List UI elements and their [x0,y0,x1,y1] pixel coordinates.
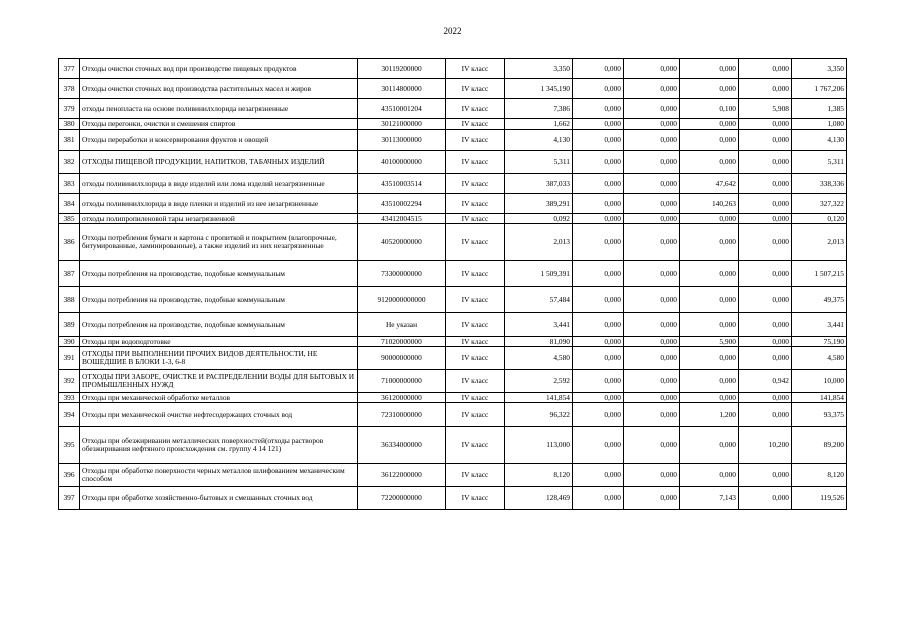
row-number: 381 [59,130,80,151]
value-cell: 0,000 [573,174,624,194]
value-cell: 0,000 [739,487,792,510]
value-cell: 0,000 [680,464,739,487]
value-cell: 8,120 [792,464,847,487]
table-row [59,370,847,393]
value-cell: 389,291 [505,194,573,214]
value-cell: 0,000 [624,99,680,119]
hazard-class: IV класс [446,487,505,510]
value-cell: 0,000 [573,403,624,427]
value-cell: 140,263 [680,194,739,214]
row-number: 397 [59,487,80,510]
value-cell: 1,385 [792,99,847,119]
waste-name: Отходы при водоподготовке [80,337,358,347]
value-cell: 0,000 [680,313,739,337]
value-cell: 75,190 [792,337,847,347]
waste-code: 30113000000 [358,130,446,151]
value-cell: 0,000 [624,151,680,174]
value-cell: 5,900 [680,337,739,347]
hazard-class: IV класс [446,224,505,261]
value-cell: 387,033 [505,174,573,194]
waste-code: 71020000000 [358,337,446,347]
waste-code: 43412004515 [358,214,446,224]
value-cell: 0,000 [680,119,739,130]
value-cell: 0,000 [624,224,680,261]
waste-name: отходы пенопласта на основе поливинилхлорида незагрязненные [80,99,358,119]
value-cell: 1 507,215 [792,261,847,287]
value-cell: 5,908 [739,99,792,119]
waste-code: 90000000000 [358,347,446,370]
row-number: 391 [59,347,80,370]
value-cell: 0,000 [624,130,680,151]
waste-code: 9120000000000 [358,287,446,313]
hazard-class: IV класс [446,403,505,427]
value-cell: 93,375 [792,403,847,427]
value-cell: 7,386 [505,99,573,119]
waste-code: 30121000000 [358,119,446,130]
waste-code: 73300000000 [358,261,446,287]
hazard-class: IV класс [446,427,505,464]
row-number: 379 [59,99,80,119]
value-cell: 0,000 [739,79,792,99]
value-cell: 0,000 [739,119,792,130]
hazard-class: IV класс [446,194,505,214]
row-number: 382 [59,151,80,174]
value-cell: 0,000 [680,393,739,403]
value-cell: 0,000 [624,487,680,510]
value-cell: 0,000 [739,393,792,403]
hazard-class: IV класс [446,99,505,119]
table-row [59,337,847,347]
value-cell: 0,000 [739,194,792,214]
hazard-class: IV класс [446,130,505,151]
waste-name: Отходы при обработке хозяйственно-бытовых и смешанных сточных вод [80,487,358,510]
table-row [59,214,847,224]
value-cell: 0,000 [680,151,739,174]
value-cell: 0,000 [573,79,624,99]
page-number: 2022 [443,26,462,36]
value-cell: 141,854 [505,393,573,403]
value-cell: 0,000 [624,174,680,194]
value-cell: 0,000 [573,261,624,287]
waste-name: ОТХОДЫ ПРИ ВЫПОЛНЕНИИ ПРОЧИХ ВИДОВ ДЕЯТЕЛЬНОСТИ, НЕ ВОШЕДШИЕ В БЛОКИ 1-3, 6-8 [80,347,358,370]
row-number: 377 [59,59,80,79]
table-row [59,487,847,510]
value-cell: 0,000 [739,130,792,151]
hazard-class: IV класс [446,347,505,370]
value-cell: 141,854 [792,393,847,403]
value-cell: 10,000 [792,370,847,393]
hazard-class: IV класс [446,119,505,130]
waste-code: 43510001204 [358,99,446,119]
waste-name: Отходы перегонки, очистки и смешения спиртов [80,119,358,130]
value-cell: 7,143 [680,487,739,510]
value-cell: 3,350 [505,59,573,79]
value-cell: 0,000 [739,174,792,194]
value-cell: 338,336 [792,174,847,194]
table-row [59,224,847,261]
row-number: 395 [59,427,80,464]
value-cell: 0,000 [624,313,680,337]
waste-code: Не указан [358,313,446,337]
value-cell: 0,000 [573,337,624,347]
table-row [59,287,847,313]
hazard-class: IV класс [446,214,505,224]
value-cell: 0,000 [573,224,624,261]
value-cell: 327,322 [792,194,847,214]
table-row [59,464,847,487]
waste-code: 40100000000 [358,151,446,174]
table-row [59,99,847,119]
hazard-class: IV класс [446,464,505,487]
value-cell: 0,000 [573,214,624,224]
value-cell: 0,100 [680,99,739,119]
value-cell: 4,580 [505,347,573,370]
waste-name: Отходы потребления бумаги и картона с пропиткой и покрытием (влагопрочные, битумированные, ламинированные), а также изделий из них незагрязненные [80,224,358,261]
value-cell: 0,000 [680,130,739,151]
waste-name: Отходы потребления на производстве, подобные коммунальным [80,313,358,337]
waste-code: 43510003514 [358,174,446,194]
waste-code: 30119200000 [358,59,446,79]
value-cell: 128,469 [505,487,573,510]
value-cell: 0,000 [739,313,792,337]
waste-name: отходы поливинилхлорида в виде пленки и изделий из нее незагрязненные [80,194,358,214]
table-row [59,393,847,403]
waste-name: ОТХОДЫ ПРИ ЗАБОРЕ, ОЧИСТКЕ И РАСПРЕДЕЛЕНИИ ВОДЫ ДЛЯ БЫТОВЫХ И ПРОМЫШЛЕННЫХ НУЖД [80,370,358,393]
waste-code: 36120000000 [358,393,446,403]
value-cell: 5,311 [505,151,573,174]
waste-code: 40520000000 [358,224,446,261]
value-cell: 96,322 [505,403,573,427]
value-cell: 0,000 [680,261,739,287]
value-cell: 1 345,190 [505,79,573,99]
hazard-class: IV класс [446,151,505,174]
table-row [59,194,847,214]
value-cell: 113,000 [505,427,573,464]
waste-register-table [58,58,847,510]
value-cell: 0,000 [573,370,624,393]
waste-name: Отходы потребления на производстве, подобные коммунальным [80,287,358,313]
value-cell: 2,013 [505,224,573,261]
row-number: 389 [59,313,80,337]
value-cell: 0,000 [624,370,680,393]
value-cell: 0,000 [680,214,739,224]
table-row [59,347,847,370]
hazard-class: IV класс [446,59,505,79]
value-cell: 8,120 [505,464,573,487]
hazard-class: IV класс [446,79,505,99]
value-cell: 0,000 [739,214,792,224]
waste-name: отходы поливинилхлорида в виде изделий или лома изделий незагрязненные [80,174,358,194]
value-cell: 0,120 [792,214,847,224]
value-cell: 0,000 [680,347,739,370]
value-cell: 0,000 [739,151,792,174]
value-cell: 0,000 [624,214,680,224]
waste-name: Отходы при механической очистке нефтесодержащих сточных вод [80,403,358,427]
row-number: 383 [59,174,80,194]
value-cell: 0,000 [624,287,680,313]
value-cell: 0,000 [573,287,624,313]
value-cell: 0,000 [680,224,739,261]
value-cell: 5,311 [792,151,847,174]
value-cell: 0,000 [624,59,680,79]
value-cell: 0,000 [739,287,792,313]
table-row [59,79,847,99]
value-cell: 0,000 [624,194,680,214]
value-cell: 0,000 [624,427,680,464]
value-cell: 3,441 [792,313,847,337]
value-cell: 57,484 [505,287,573,313]
table-row [59,151,847,174]
row-number: 390 [59,337,80,347]
waste-code: 72200000000 [358,487,446,510]
value-cell: 0,000 [680,370,739,393]
value-cell: 47,642 [680,174,739,194]
waste-name: Отходы при обработке поверхности черных металлов шлифованием механическим способом [80,464,358,487]
value-cell: 0,000 [573,130,624,151]
table-row [59,403,847,427]
value-cell: 0,000 [573,151,624,174]
value-cell: 0,000 [624,393,680,403]
waste-code: 36122000000 [358,464,446,487]
table-row [59,261,847,287]
value-cell: 0,000 [573,487,624,510]
hazard-class: IV класс [446,261,505,287]
row-number: 387 [59,261,80,287]
value-cell: 0,000 [573,347,624,370]
table-row [59,174,847,194]
value-cell: 10,200 [739,427,792,464]
value-cell: 0,000 [624,261,680,287]
table-row [59,119,847,130]
value-cell: 0,000 [573,393,624,403]
value-cell: 0,000 [624,403,680,427]
value-cell: 0,000 [739,403,792,427]
value-cell: 0,000 [739,224,792,261]
hazard-class: IV класс [446,337,505,347]
waste-code: 43510002294 [358,194,446,214]
value-cell: 0,000 [573,464,624,487]
waste-name: Отходы переработки и консервирования фруктов и овощей [80,130,358,151]
value-cell: 0,000 [624,347,680,370]
value-cell: 0,000 [680,287,739,313]
hazard-class: IV класс [446,287,505,313]
waste-code: 36334000000 [358,427,446,464]
value-cell: 0,000 [624,464,680,487]
row-number: 384 [59,194,80,214]
row-number: 385 [59,214,80,224]
value-cell: 0,000 [739,337,792,347]
value-cell: 0,000 [624,337,680,347]
value-cell: 0,000 [573,99,624,119]
waste-name: Отходы очистки сточных вод производства растительных масел и жиров [80,79,358,99]
value-cell: 0,000 [573,59,624,79]
hazard-class: IV класс [446,370,505,393]
value-cell: 0,000 [624,119,680,130]
value-cell: 1,200 [680,403,739,427]
waste-name: Отходы при механической обработке металлов [80,393,358,403]
value-cell: 89,200 [792,427,847,464]
value-cell: 49,375 [792,287,847,313]
table-row [59,130,847,151]
hazard-class: IV класс [446,313,505,337]
hazard-class: IV класс [446,393,505,403]
waste-name: отходы полипропиленовой тары незагрязненной [80,214,358,224]
row-number: 396 [59,464,80,487]
hazard-class: IV класс [446,174,505,194]
row-number: 394 [59,403,80,427]
value-cell: 0,000 [680,427,739,464]
value-cell: 0,000 [573,194,624,214]
waste-name: Отходы при обезжиривании металлических поверхностей(отходы растворов обезжиривания нефтяного происхождения см. группу 4 14 121) [80,427,358,464]
value-cell: 0,942 [739,370,792,393]
value-cell: 3,441 [505,313,573,337]
waste-name: ОТХОДЫ ПИЩЕВОЙ ПРОДУКЦИИ, НАПИТКОВ, ТАБАЧНЫХ ИЗДЕЛИЙ [80,151,358,174]
value-cell: 0,000 [739,347,792,370]
table-row [59,59,847,79]
waste-name: Отходы потребления на производстве, подобные коммунальным [80,261,358,287]
waste-code: 72310000000 [358,403,446,427]
value-cell: 1 767,206 [792,79,847,99]
row-number: 392 [59,370,80,393]
table-body [59,59,847,510]
value-cell: 0,000 [573,119,624,130]
value-cell: 1,080 [792,119,847,130]
value-cell: 0,000 [739,464,792,487]
value-cell: 0,000 [624,79,680,99]
value-cell: 81,090 [505,337,573,347]
value-cell: 0,000 [680,59,739,79]
table-row [59,313,847,337]
value-cell: 4,130 [505,130,573,151]
value-cell: 0,000 [573,427,624,464]
value-cell: 0,000 [573,313,624,337]
value-cell: 0,092 [505,214,573,224]
waste-name: Отходы очистки сточных вод при производстве пищевых продуктов [80,59,358,79]
row-number: 386 [59,224,80,261]
row-number: 380 [59,119,80,130]
value-cell: 3,350 [792,59,847,79]
value-cell: 0,000 [739,59,792,79]
value-cell: 1,662 [505,119,573,130]
table-row [59,427,847,464]
value-cell: 2,013 [792,224,847,261]
value-cell: 0,000 [680,79,739,99]
value-cell: 4,130 [792,130,847,151]
waste-code: 30114800000 [358,79,446,99]
value-cell: 119,526 [792,487,847,510]
value-cell: 0,000 [739,261,792,287]
value-cell: 2,592 [505,370,573,393]
row-number: 378 [59,79,80,99]
row-number: 388 [59,287,80,313]
value-cell: 4,580 [792,347,847,370]
waste-code: 71000000000 [358,370,446,393]
row-number: 393 [59,393,80,403]
value-cell: 1 509,391 [505,261,573,287]
